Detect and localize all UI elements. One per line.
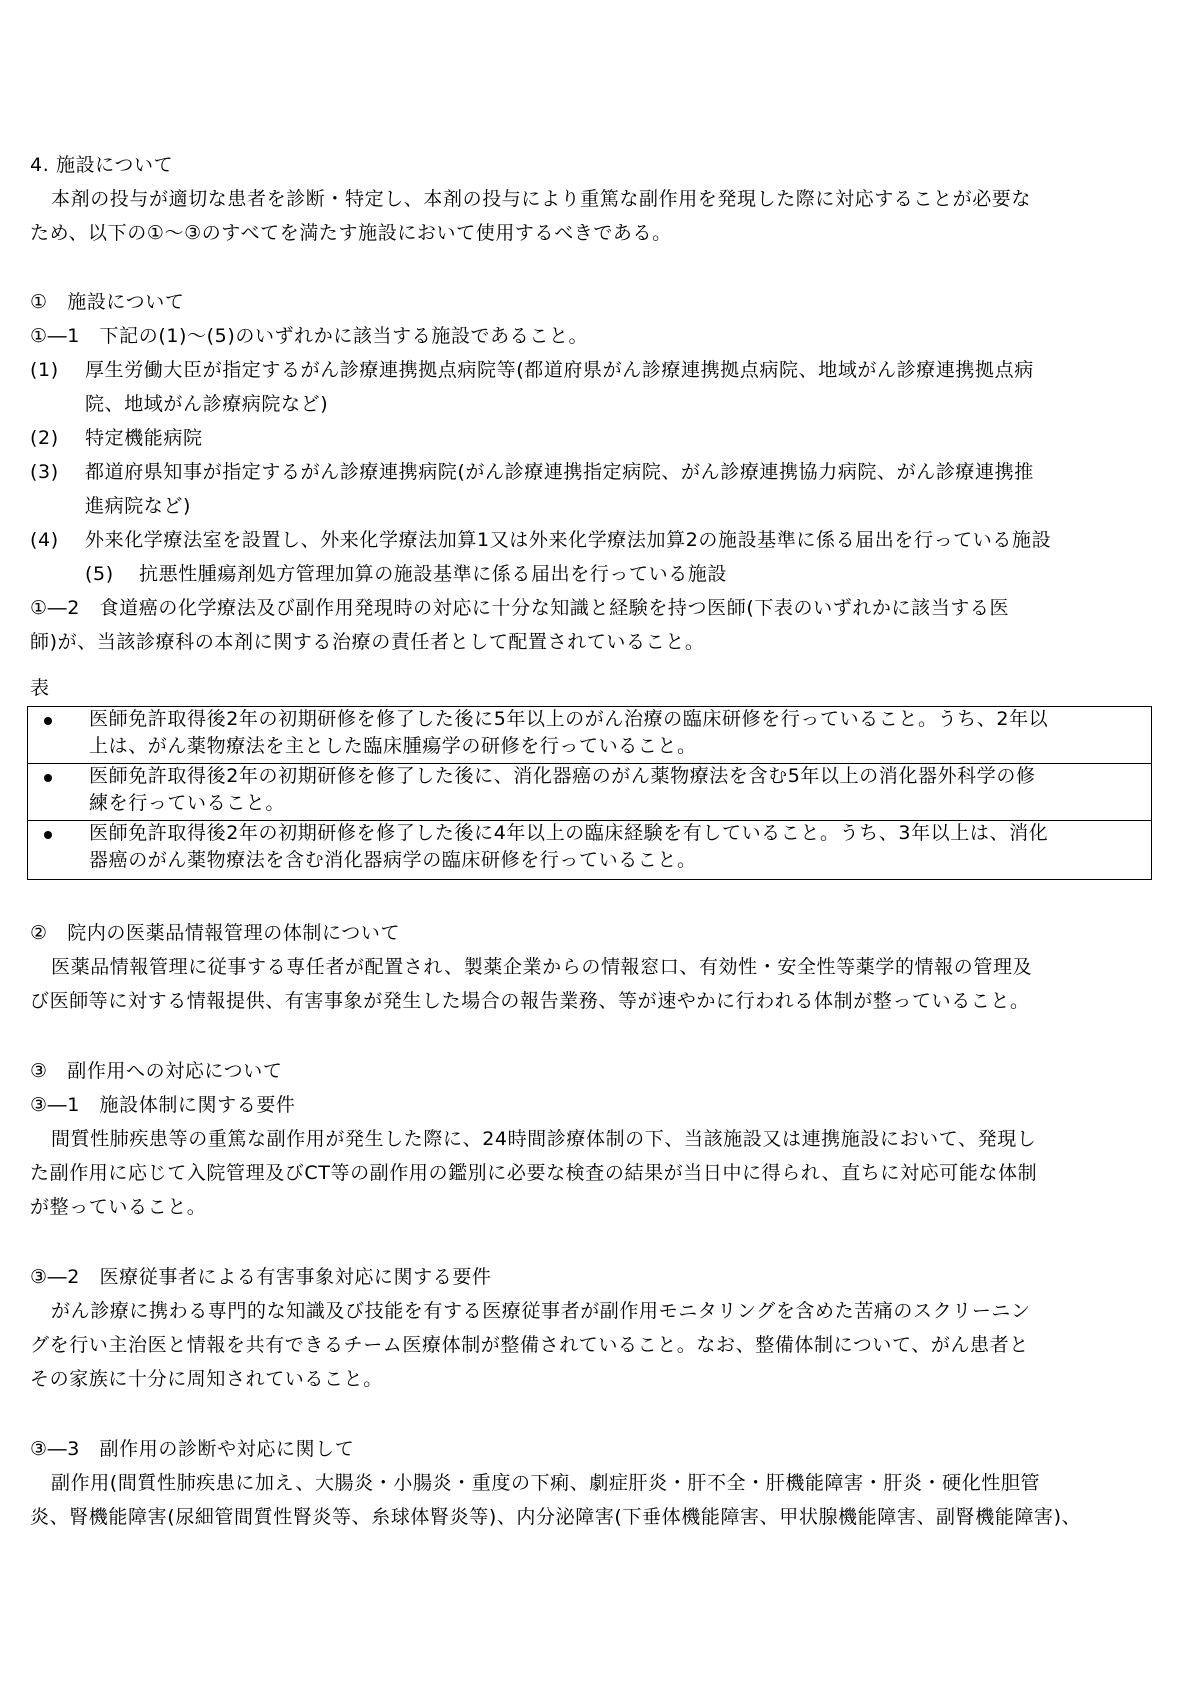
part3-sub2-line-3: その家族に十分に周知されていること。 [30,1368,383,1390]
part3-sub1-line-3: が整っていること。 [30,1196,207,1218]
item-1-num: (1) [30,359,59,381]
table-row-line-1: 医師免許取得後2年の初期研修を修了した後に、消化器癌のがん薬物療法を含む5年以上の消化器外科学の修 [89,765,1036,787]
bullet-icon [44,717,52,725]
bullet-icon [44,831,52,839]
item-2-line-1: 特定機能病院 [85,427,203,449]
qualification-table [27,706,1152,880]
item-4-line-1: 外来化学療法室を設置し、外来化学療法加算1又は外来化学療法加算2の施設基準に係る届出を行っている施設 [85,529,1052,551]
part1-sub2-line-1: ①―2 食道癌の化学療法及び副作用発現時の対応に十分な知識と経験を持つ医師(下表のいずれかに該当する医 [30,597,1010,619]
intro-line-1: 本剤の投与が適切な患者を診断・特定し、本剤の投与により重篤な副作用を発現した際に対応することが必要な [51,188,1032,210]
part3-sub3-heading: ③―3 副作用の診断や対応に関して [30,1438,355,1460]
item-1-line-2: 院、地域がん診療病院など) [85,393,329,415]
table-row-line-2: 練を行っていること。 [89,792,286,814]
section-heading: 4. 施設について [30,154,174,176]
table-row-line-1: 医師免許取得後2年の初期研修を修了した後に5年以上のがん治療の臨床研修を行っていること。うち、2年以 [89,708,1049,730]
item-3-line-1: 都道府県知事が指定するがん診療連携病院(がん診療連携指定病院、がん診療連携協力病院、がん診療連携推 [85,461,1034,483]
part3-sub3-line-1: 副作用(間質性肺疾患に加え、大腸炎・小腸炎・重度の下痢、劇症肝炎・肝不全・肝機能障害・肝炎・硬化性胆管 [51,1472,1041,1494]
bullet-icon [44,774,52,782]
part3-sub2-line-1: がん診療に携わる専門的な知識及び技能を有する医療従事者が副作用モニタリングを含めた苦痛のスクリーニン [51,1300,1031,1322]
item-5-num: (5) [85,563,114,585]
item-1-line-1: 厚生労働大臣が指定するがん診療連携拠点病院等(都道府県がん診療連携拠点病院、地域がん診療連携拠点病 [85,359,1034,381]
item-3-num: (3) [30,461,59,483]
part3-sub1-line-1: 間質性肺疾患等の重篤な副作用が発生した際に、24時間診療体制の下、当該施設又は連携施設において、発現し [51,1128,1037,1150]
part1-heading: ① 施設について [30,291,185,313]
table-row [28,764,1151,821]
part3-sub2-line-2: グを行い主治医と情報を共有できるチーム医療体制が整備されていること。なお、整備体制について、がん患者と [30,1334,1029,1356]
table-row [28,821,1151,879]
intro-line-2: ため、以下の①～③のすべてを満たす施設において使用するべきである。 [30,222,672,244]
part1-sub2-line-2: 師)が、当該診療科の本剤に関する治療の責任者として配置されていること。 [30,631,705,653]
part2-line-2: び医師等に対する情報提供、有害事象が発生した場合の報告業務、等が速やかに行われる体制が整っていること。 [30,990,1030,1012]
part3-sub2-heading: ③―2 医療従事者による有害事象対応に関する要件 [30,1266,492,1288]
part2-line-1: 医薬品情報管理に従事する専任者が配置され、製薬企業からの情報窓口、有効性・安全性等薬学的情報の管理及 [51,956,1033,978]
table-row [28,707,1151,764]
part1-sub1-heading: ①―1 下記の(1)～(5)のいずれかに該当する施設であること。 [30,325,589,347]
table-row-line-2: 上は、がん薬物療法を主とした臨床腫瘍学の研修を行っていること。 [89,735,697,757]
table-row-line-2: 器癌のがん薬物療法を含む消化器病学の臨床研修を行っていること。 [89,849,697,871]
part3-sub1-line-2: た副作用に応じて入院管理及びCT等の副作用の鑑別に必要な検査の結果が当日中に得られ、直ちに対応可能な体制 [30,1162,1038,1184]
item-5-line-1: 抗悪性腫瘍剤処方管理加算の施設基準に係る届出を行っている施設 [139,563,728,585]
item-2-num: (2) [30,427,59,449]
part3-sub1-heading: ③―1 施設体制に関する要件 [30,1094,296,1116]
part3-heading: ③ 副作用への対応について [30,1060,283,1082]
table-row-line-1: 医師免許取得後2年の初期研修を修了した後に4年以上の臨床経験を有していること。うち、3年以上は、消化 [89,822,1049,844]
part2-heading: ② 院内の医薬品情報管理の体制について [30,922,401,944]
item-4-num: (4) [30,529,59,551]
part3-sub3-line-2: 炎、腎機能障害(尿細管間質性腎炎等、糸球体腎炎等)、内分泌障害(下垂体機能障害、甲状腺機能障害、副腎機能障害)、 [30,1506,1082,1528]
table-label: 表 [30,677,50,699]
item-3-line-2: 進病院など) [85,495,192,517]
